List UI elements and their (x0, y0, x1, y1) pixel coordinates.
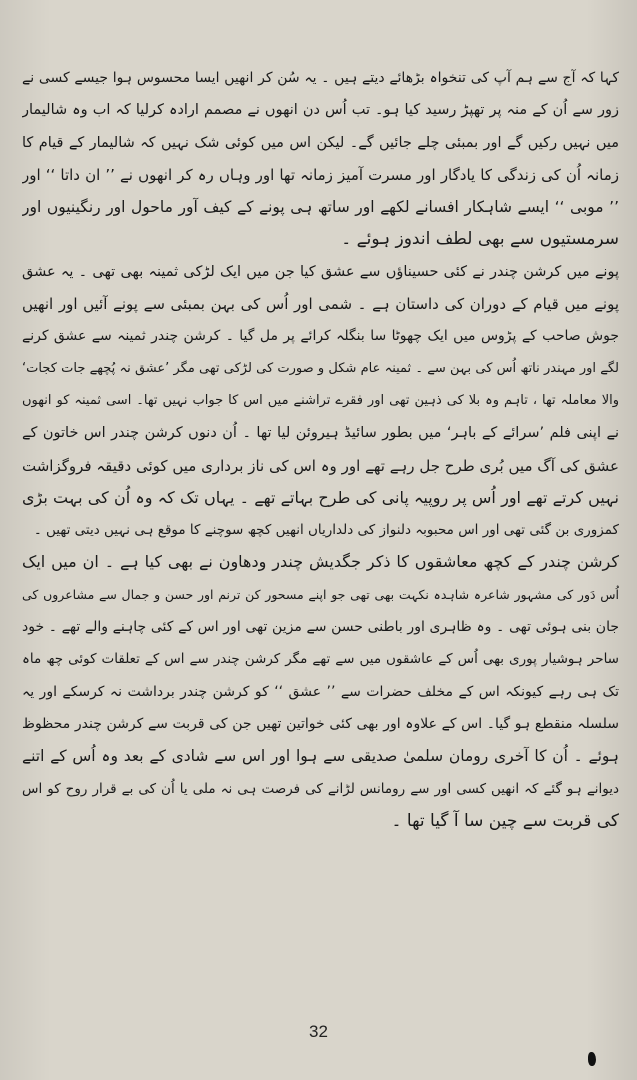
paragraph (22, 546, 619, 837)
text-line: پونے میں کرشن چندر نے کئی حسیناؤں سے عشق کیا جن میں ایک لڑکی ثمینہ بھی تھی ۔ یہ عشق (22, 263, 619, 280)
text-line: کمزوری بن گئی تھی اور اس محبوبہ دلنواز کی دلداریاں انھیں کچھ سوچنے کا موقع ہی نہیں دیتی تھیں ۔ (33, 522, 619, 539)
text-line: نے اپنی فلم ’سرائے کے باہر‘ میں بطور سائیڈ ہیروئن لیا تھا ۔ اُن دنوں کرشن چندر اس خاتون کے (22, 425, 619, 442)
text-line: نہیں کرتے تھے اور اُس پر روپیہ پانی کی طرح بہاتے تھے ۔ یہاں تک کہ وہ اُن کی بہت بڑی (22, 487, 619, 507)
ink-mark (588, 1052, 596, 1066)
text-line: ساحر ہوشیار پوری بھی اُس کے عاشقوں میں سے تھے مگر کرشن چندر سے اس کے تعلقات کوئی چھ ماہ (22, 651, 619, 668)
paragraph (22, 62, 619, 256)
page-number: 32 (309, 1022, 328, 1041)
text-line: میں نہیں رکیں گے اور بمبئی چلے جائیں گے۔ لیکن اس میں کوئی شک نہیں کہ شالیمار کے قیام کا (22, 134, 619, 151)
text-line: عشق کی آگ میں بُری طرح جل رہے تھے اور وہ اس کی ناز برداری میں کوئی دقیقہ فروگزاشت (22, 456, 619, 475)
text-line: جان بنی ہوئی تھی ۔ وہ ظاہری اور باطنی حسن سے مزین تھی اور اس کے کئی چاہنے والے تھے ۔ خود (22, 619, 619, 636)
text-line: پونے میں قیام کے دوران کی داستان ہے ۔ شمی اور اُس کی بہن بمبئی سے پونے آئیں اور انھیں (22, 295, 619, 314)
paragraph (22, 256, 619, 547)
text-line: کی قربت سے چین سا آ گیا تھا ۔ (391, 810, 619, 831)
text-line: والا معاملہ تھا ، تاہم وہ بلا کی ذہین تھی اور فقرے تراشنے میں اس کا جواب نہیں تھا۔ اسی ثمینہ کو انھوں (22, 392, 619, 408)
text-line: سلسلہ منقطع ہو گیا۔ اس کے علاوہ اور بھی کئی خواتین تھیں جن کی قربت سے کرشن چندر محظوظ (22, 715, 619, 732)
text-line: تک ہی رہے کیونکہ اس کے مخلف حضرات سے ’’ عشق ‘‘ کو کرشن چندر برداشت نہ کرسکے اور یہ (22, 683, 619, 700)
text-line: کرشن چندر کے کچھ معاشقوں کا ذکر جگدیش چندر ودھاون نے بھی کیا ہے ۔ ان میں ایک (22, 552, 619, 572)
body-text (22, 62, 619, 837)
text-line: ’’ موبی ‘‘ ایسے شاہکار افسانے لکھے اور ساتھ ہی پونے کے کیف آور ماحول اور رنگینیوں اور (22, 198, 619, 217)
text-line: زمانہ اُن کی زندگی کا یادگار اور مسرت آمیز زمانہ تھا اور وہاں رہ کر انھوں نے ’’ ان داتا ‘‘ اور (22, 165, 619, 184)
text-line: کہا کہ آج سے ہم آپ کی تنخواہ بڑھائے دیتے ہیں ۔ یہ سُن کر انھیں ایسا محسوس ہوا جیسے کسی نے (22, 70, 619, 86)
text-line: جوش صاحب کے پڑوس میں ایک چھوٹا سا بنگلہ کرائے پر مل گیا ۔ کرشن چندر ثمینہ سے عشق کرنے (22, 328, 619, 345)
text-line: لگے اور مہندر ناتھ اُس کی بہن سے ۔ ثمینہ عام شکل و صورت کی لڑکی تھی مگر ’عشق نہ پُچھے جات کجات‘ (22, 360, 619, 376)
text-line: اُس دَور کی مشہور شاعرہ شاہدہ نکہت بھی تھی جو اپنے مسحور کن ترنم اور حسن و جمال سے مشاعروں کی (22, 586, 619, 602)
text-line: سرمستیوں سے بھی لطف اندوز ہوئے ۔ (341, 229, 619, 250)
text-line: زور سے اُن کے منہ پر تھپڑ رسید کیا ہو۔ تب اُس دن انھوں نے مصمم ارادہ کرلیا کہ اب وہ شالیمار (22, 102, 619, 119)
text-line: ہوئے ۔ اُن کا آخری رومان سلمیٰ صدیقی سے ہوا اور اس سے شادی کے بعد وہ اُس کے اتنے (22, 747, 619, 766)
text-line: دیوانے ہو گئے کہ انھیں کسی اور سے رومانس لڑانے کی فرصت ہی نہ ملی یا اُن کی بے قرار روح کو اس (22, 780, 619, 797)
